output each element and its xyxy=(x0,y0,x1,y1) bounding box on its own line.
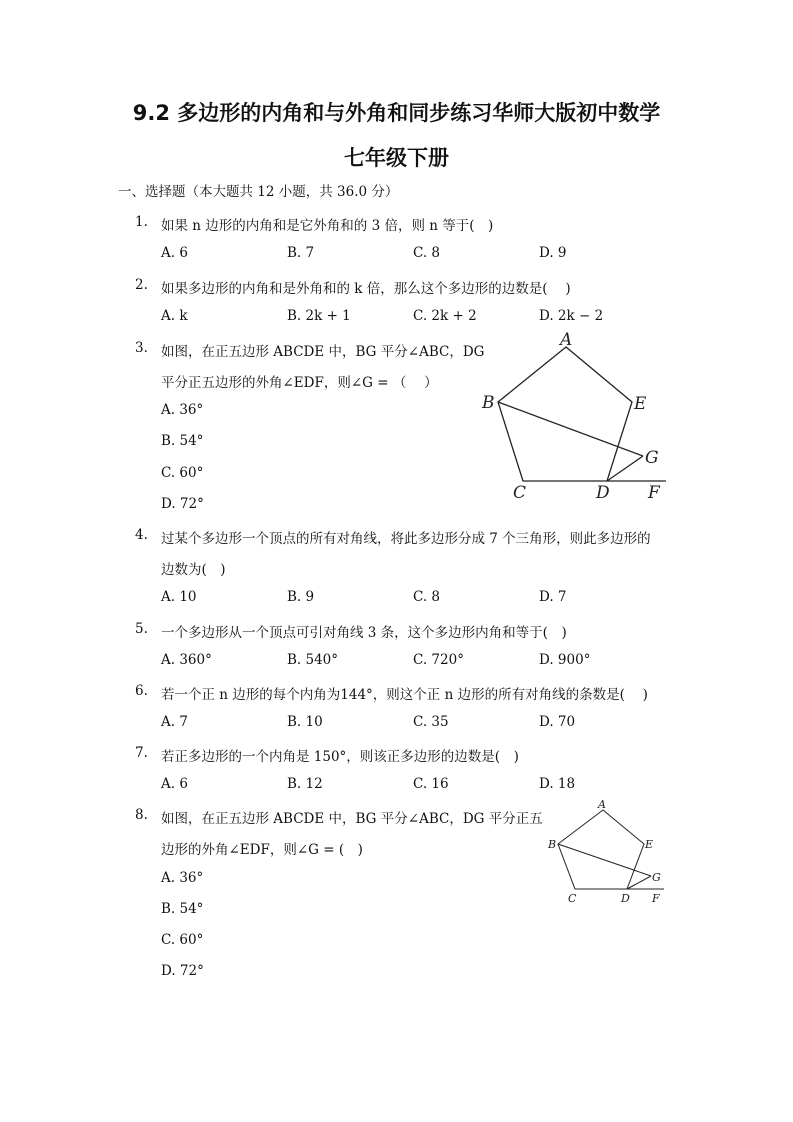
label-f: F xyxy=(648,483,660,502)
question-1-option-a[interactable]: A. 6 xyxy=(161,245,188,261)
question-6-option-c[interactable]: C. 35 xyxy=(413,714,449,730)
pentagon-2-bisector-bg xyxy=(558,844,651,876)
question-4-option-b[interactable]: B. 9 xyxy=(287,589,315,605)
label-b: B xyxy=(482,393,495,413)
label-d-small: D xyxy=(621,892,630,905)
question-7-option-d[interactable]: D. 18 xyxy=(539,776,576,792)
pentagon-figure-1 xyxy=(478,332,678,502)
question-6-option-b[interactable]: B. 10 xyxy=(287,714,323,730)
question-3-option-d[interactable]: D. 72° xyxy=(161,496,204,512)
question-2-number: 2. xyxy=(135,277,148,293)
question-4-option-a[interactable]: A. 10 xyxy=(161,589,197,605)
question-6-number: 6. xyxy=(135,683,148,699)
title-line-2: 七年级下册 xyxy=(344,146,449,170)
question-2-option-a[interactable]: A. k xyxy=(161,308,188,324)
label-e-small: E xyxy=(645,838,654,851)
question-3-option-a[interactable]: A. 36° xyxy=(161,402,204,418)
question-1-option-c[interactable]: C. 8 xyxy=(413,245,441,261)
question-8-option-b[interactable]: B. 54° xyxy=(161,901,204,917)
label-a-small: A xyxy=(598,798,606,811)
pentagon-figure-2 xyxy=(546,797,676,907)
question-6-option-a[interactable]: A. 7 xyxy=(161,714,188,730)
title-line-1: 9.2 多边形的内角和与外角和同步练习华师大版初中数学 xyxy=(132,101,661,125)
question-4-number: 4. xyxy=(135,527,148,543)
question-5-number: 5. xyxy=(135,621,148,637)
question-5-option-a[interactable]: A. 360° xyxy=(161,652,212,668)
label-e: E xyxy=(634,394,647,414)
question-6-option-d[interactable]: D. 70 xyxy=(539,714,576,730)
question-4-text: 过某个多边形一个顶点的所有对角线，将此多边形分成 7 个三角形，则此多边形的 xyxy=(161,531,651,547)
question-7-text: 若正多边形的一个内角是 150°，则该正多边形的边数是( ) xyxy=(161,749,519,765)
question-8-option-a[interactable]: A. 36° xyxy=(161,870,204,886)
question-3-number: 3. xyxy=(135,340,148,356)
question-2-text: 如果多边形的内角和是外角和的 k 倍，那么这个多边形的边数是( ) xyxy=(161,281,571,297)
question-7-option-c[interactable]: C. 16 xyxy=(413,776,449,792)
section-heading: 一、选择题（本大题共 12 小题，共 36.0 分） xyxy=(118,184,399,200)
label-c: C xyxy=(513,483,527,502)
label-c-small: C xyxy=(568,892,577,905)
pentagon-2-bisector-dg xyxy=(627,876,651,889)
question-3-option-c[interactable]: C. 60° xyxy=(161,465,204,481)
pentagon-1-bisector-dg xyxy=(607,456,643,481)
question-2-option-b[interactable]: B. 2k + 1 xyxy=(287,308,351,324)
question-7-number: 7. xyxy=(135,745,148,761)
question-5-option-d[interactable]: D. 900° xyxy=(539,652,591,668)
label-d: D xyxy=(596,483,610,502)
label-g-small: G xyxy=(652,871,661,884)
question-3-option-b[interactable]: B. 54° xyxy=(161,433,204,449)
question-5-option-b[interactable]: B. 540° xyxy=(287,652,339,668)
question-8-option-c[interactable]: C. 60° xyxy=(161,932,204,948)
question-1-option-d[interactable]: D. 9 xyxy=(539,245,567,261)
question-3-text: 如图，在正五边形 ABCDE 中，BG 平分∠ABC，DG xyxy=(161,344,485,360)
question-7-option-b[interactable]: B. 12 xyxy=(287,776,323,792)
question-1-text: 如果 n 边形的内角和是它外角和的 3 倍，则 n 等于( ) xyxy=(161,218,494,234)
question-4-option-d[interactable]: D. 7 xyxy=(539,589,567,605)
question-4-text-line-2: 边数为( ) xyxy=(161,562,226,578)
question-1-number: 1. xyxy=(135,214,148,230)
pentagon-1-bisector-bg xyxy=(498,402,643,456)
question-5-text: 一个多边形从一个顶点可引对角线 3 条，这个多边形内角和等于( ) xyxy=(161,625,567,641)
question-8-number: 8. xyxy=(135,807,148,823)
question-2-option-c[interactable]: C. 2k + 2 xyxy=(413,308,477,324)
pentagon-1-shape xyxy=(498,347,632,481)
question-4-option-c[interactable]: C. 8 xyxy=(413,589,441,605)
question-6-text: 若一个正 n 边形的每个内角为144°，则这个正 n 边形的所有对角线的条数是( ) xyxy=(161,687,648,703)
question-8-text: 如图，在正五边形 ABCDE 中，BG 平分∠ABC，DG 平分正五 xyxy=(161,811,543,827)
question-3-text-line-2: 平分正五边形的外角∠EDF，则∠G = （ ） xyxy=(161,375,438,391)
question-5-option-c[interactable]: C. 720° xyxy=(413,652,464,668)
question-1-option-b[interactable]: B. 7 xyxy=(287,245,315,261)
question-7-option-a[interactable]: A. 6 xyxy=(161,776,188,792)
question-8-text-line-2: 边形的外角∠EDF，则∠G = ( ) xyxy=(161,842,363,858)
question-8-option-d[interactable]: D. 72° xyxy=(161,963,204,979)
label-a: A xyxy=(560,332,573,350)
question-2-option-d[interactable]: D. 2k − 2 xyxy=(539,308,604,324)
label-f-small: F xyxy=(652,892,660,905)
label-g: G xyxy=(645,448,659,468)
pentagon-2-shape xyxy=(558,810,644,889)
label-b-small: B xyxy=(548,838,557,851)
